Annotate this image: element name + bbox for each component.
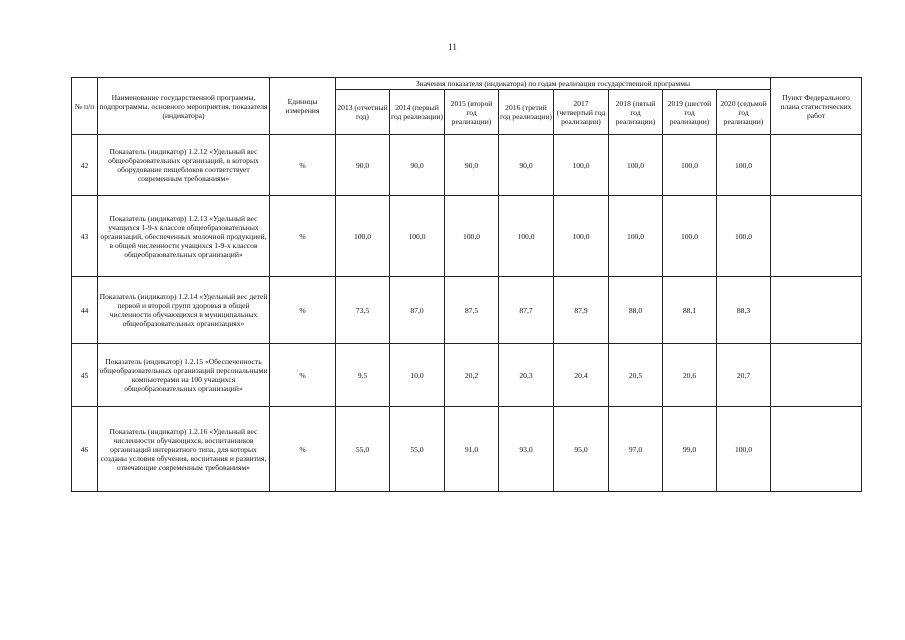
row-value: 95,0 bbox=[554, 407, 609, 492]
table-row bbox=[72, 344, 862, 407]
row-federal-plan bbox=[771, 196, 862, 277]
table-row bbox=[72, 196, 862, 277]
row-value: 100,0 bbox=[609, 135, 663, 196]
row-value: 90,0 bbox=[499, 135, 554, 196]
row-value: 88,1 bbox=[663, 277, 717, 344]
row-name: Показатель (индикатор) 1.2.15 «Обеспеченность общеобразовательных организаций персональными компьютерами на 100 учащихся общеобразовательных организаций» bbox=[98, 344, 270, 407]
row-value: 87,7 bbox=[499, 277, 554, 344]
row-value: 87,0 bbox=[390, 277, 445, 344]
header-name: Наименование государственной программы, подпрограммы, основного мероприятия, показателя (индикатора) bbox=[98, 78, 270, 135]
row-num: 42 bbox=[72, 135, 98, 196]
row-value: 97,0 bbox=[609, 407, 663, 492]
row-value: 20,2 bbox=[445, 344, 499, 407]
header-unit: Единицы измерения bbox=[270, 78, 336, 135]
row-unit: % bbox=[270, 196, 336, 277]
row-value: 20,7 bbox=[717, 344, 771, 407]
row-value: 100,0 bbox=[663, 135, 717, 196]
row-value: 88,3 bbox=[717, 277, 771, 344]
row-value: 100,0 bbox=[554, 135, 609, 196]
table-row bbox=[72, 277, 862, 344]
row-num: 44 bbox=[72, 277, 98, 344]
row-num: 43 bbox=[72, 196, 98, 277]
header-year: 2014 (первый год реализации) bbox=[390, 90, 445, 135]
indicators-table bbox=[71, 77, 862, 492]
header-year: 2020 (седьмой год реализации) bbox=[717, 90, 771, 135]
row-value: 100,0 bbox=[336, 196, 390, 277]
row-value: 90,0 bbox=[445, 135, 499, 196]
row-value: 100,0 bbox=[445, 196, 499, 277]
row-value: 88,0 bbox=[609, 277, 663, 344]
row-value: 100,0 bbox=[717, 407, 771, 492]
row-value: 10,0 bbox=[390, 344, 445, 407]
header-num: № п/п bbox=[72, 78, 98, 135]
header-year: 2018 (пятый год реализации) bbox=[609, 90, 663, 135]
header-year: 2019 (шестой год реализации) bbox=[663, 90, 717, 135]
header-year: 2016 (третий год реализации) bbox=[499, 90, 554, 135]
header-values-group: Значения показателя (индикатора) по годам реализации государственной программы bbox=[336, 78, 771, 90]
row-unit: % bbox=[270, 407, 336, 492]
row-value: 55,0 bbox=[390, 407, 445, 492]
row-value: 20,5 bbox=[609, 344, 663, 407]
row-value: 100,0 bbox=[663, 196, 717, 277]
row-value: 73,5 bbox=[336, 277, 390, 344]
row-value: 99,0 bbox=[663, 407, 717, 492]
table-row bbox=[72, 407, 862, 492]
row-federal-plan bbox=[771, 277, 862, 344]
row-value: 100,0 bbox=[717, 196, 771, 277]
row-name: Показатель (индикатор) 1.2.13 «Удельный вес учащихся 1-9-х классов общеобразовательных организаций, обеспеченных молочной продукцией, в общей численности учащихся 1-9-х классов общеобразовательных организаций» bbox=[98, 196, 270, 277]
row-value: 93,0 bbox=[499, 407, 554, 492]
row-value: 20,3 bbox=[499, 344, 554, 407]
row-federal-plan bbox=[771, 407, 862, 492]
row-value: 100,0 bbox=[554, 196, 609, 277]
header-year: 2015 (второй год реализации) bbox=[445, 90, 499, 135]
header-year: 2017 (четвертый год реализации) bbox=[554, 90, 609, 135]
row-name: Показатель (индикатор) 1.2.12 «Удельный вес общеобразовательных организаций, в которых оборудование пищеблоков соответствует современным требованиям» bbox=[98, 135, 270, 196]
table-row bbox=[72, 135, 862, 196]
row-num: 46 bbox=[72, 407, 98, 492]
row-value: 87,5 bbox=[445, 277, 499, 344]
row-name: Показатель (индикатор) 1.2.16 «Удельный вес численности обучающихся, воспитанников организаций интернатного типа, для которых созданы условия обучения, воспитания и развития, отвечающие современным требованиям» bbox=[98, 407, 270, 492]
row-value: 87,9 bbox=[554, 277, 609, 344]
row-value: 20,4 bbox=[554, 344, 609, 407]
header-federal-plan: Пункт Федерального плана статистических работ bbox=[771, 78, 862, 135]
row-federal-plan bbox=[771, 344, 862, 407]
row-unit: % bbox=[270, 135, 336, 196]
header-year: 2013 (отчетный год) bbox=[336, 90, 390, 135]
row-value: 55,0 bbox=[336, 407, 390, 492]
row-unit: % bbox=[270, 344, 336, 407]
row-value: 100,0 bbox=[499, 196, 554, 277]
row-value: 9,5 bbox=[336, 344, 390, 407]
row-value: 100,0 bbox=[717, 135, 771, 196]
row-value: 90,0 bbox=[336, 135, 390, 196]
row-value: 100,0 bbox=[390, 196, 445, 277]
row-value: 20,6 bbox=[663, 344, 717, 407]
row-value: 100,0 bbox=[609, 196, 663, 277]
row-value: 91,0 bbox=[445, 407, 499, 492]
row-federal-plan bbox=[771, 135, 862, 196]
row-name: Показатель (индикатор) 1.2.14 «Удельный вес детей первой и второй групп здоровья в общей численности обучающихся в муниципальных общеобразовательных организациях» bbox=[98, 277, 270, 344]
row-num: 45 bbox=[72, 344, 98, 407]
page-number: 11 bbox=[448, 42, 457, 52]
row-value: 90,0 bbox=[390, 135, 445, 196]
row-unit: % bbox=[270, 277, 336, 344]
